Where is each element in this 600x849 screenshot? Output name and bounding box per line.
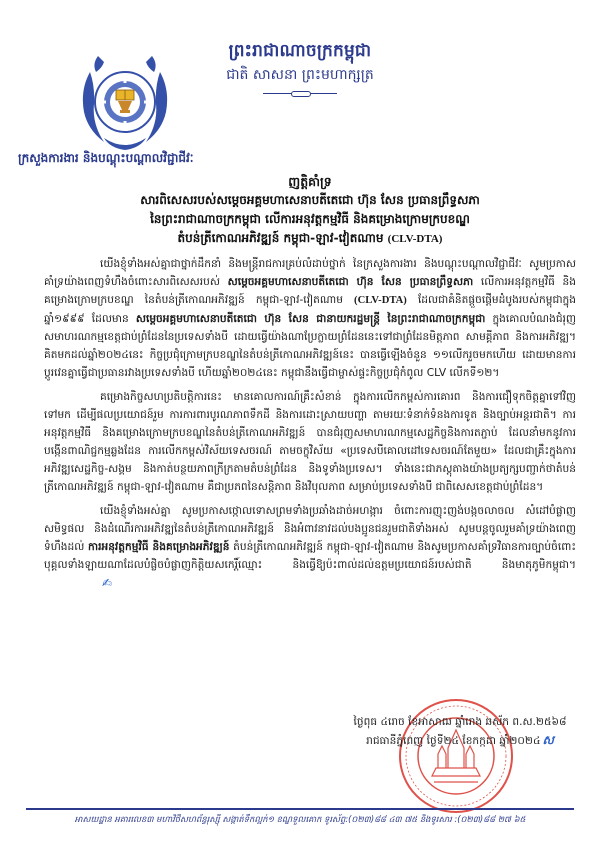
title-line-3 [40,229,580,249]
title-abbr: (CLV-DTA) [387,233,443,245]
p3-bold: ការអនុវត្តកម្មវិធី និងគម្រោងអភិវឌ្ឍន៍ [88,541,230,553]
date-block [330,713,590,750]
title-line-2: នៃព្រះរាជាណាចក្រកម្ពុជា លើការអនុវត្តកម្មវិធី និងគម្រោងក្រោមក្របខណ្ឌ [150,212,470,226]
p1-text-e: ក្នុងគោលបំណងជំរុញសមាហរណកម្មខេត្តជាប់ព្រំដែននៃប្រទេសទាំងបី ដោយធ្វើយ៉ាងណាប្រែក្លាយព្រំដែននេះទៅជាព្រំដែនមិត្តភាព សាមគ្គីភាព និងការអភិវឌ្ឍ។ គិតមកដល់ឆ្នាំ២០២៤នេះ កិច្ចប្រជុំក្រោមក្របខណ្ឌនៃតំបន់ត្រីកោណអភិវឌ្ឍន៍នេះ បានធ្វើឡើងចំនួន ១១លើករួចមកហើយ ដោយមានការប្តូរវេនគ្នាធ្វើជាប្រធានរវាងប្រទេសទាំងបី ហើយឆ្នាំ២០២៤នេះ កម្ពុជានឹងធ្វើជាម្ចាស់ផ្ទះកិច្ចប្រជុំកំពូល CLV លើកទី១២។ [44,313,576,379]
p1-text-d: ដែលជាគំនិតផ្តួចផ្តើមដំបូងរបស់កម្ពុជាក្នុងឆ្នាំ១៩៩៩ ដែលមាន [44,294,576,325]
p1-text-c: លើការអនុវត្តកម្មវិធី និងគម្រោងក្រោមក្របខណ្ឌ នៃតំបន់ត្រីកោណអភិវឌ្ឍន៍ កម្ពុជា-ឡាវ-វៀតណាម [44,276,577,306]
paragraph-1 [44,255,576,382]
ministry-logo [76,50,174,158]
document-body [44,255,576,599]
paragraph-3 [44,502,576,593]
footer-address: អាសយដ្ឋាន អគារលេខ៣ មហាវិថីសហព័ន្ធរុស្ស៊ី សង្កាត់ទឹកល្អក់១ ខណ្ឌទួលគោក ទូរស័ព្ទ:(០២៣)៨៨ ៤៣ ៧៥ និងទូរសារ :(០២៣)៨៨ ២៧ ៦៥ [74,814,526,824]
kingdom-name: ព្រះរាជាណាចក្រកម្ពុជា [228,41,372,61]
solar-date [330,731,590,750]
initial-mark-icon: ✍ [102,576,113,590]
kingdom-header [205,38,395,96]
lunar-date: ថ្ងៃពុធ ៤រោច ខែអាសាឍ ឆ្នាំរោង ឆស័ក ព.ស.២៥៦៨ [353,716,567,728]
p1-bold-2: សម្តេចអគ្គមហាសេនាបតីតេជោ ហ៊ុន សែន ជានាយករដ្ឋមន្រ្តី នៃព្រះរាជាណាចក្រកម្ពុជា [135,313,486,325]
footer-divider [26,808,574,810]
title-line-1: សារពិសេសរបស់សម្តេចអគ្គមហាសេនាបតីតេជោ ហ៊ុន សែន ប្រធានព្រឹទ្ធសភា [140,193,480,207]
p1-bold-1: សម្តេចអគ្គមហាសេនាបតីតេជោ ហ៊ុន សែន ប្រធានព្រឹទ្ធសភា [227,276,474,288]
national-motto: ជាតិ សាសនា ព្រះមហាក្សត្រ [226,67,374,83]
title-petition: ញត្តិគាំទ្រ [288,174,332,189]
p1-text-a: យើងខ្ញុំទាំងអស់គ្នាជាថ្នាក់ដឹកនាំ និងមន្រ្តីរាជការគ្រប់លំដាប់ថ្នាក់ នៃក្រសួងការងារ និងបណ្តុះបណ្តាលវិជ្ជាជីវៈ សូមប្រកាសគាំទ្រយ៉ាងពេញទំហឹងចំពោះសារពិសេសរបស់ [44,258,576,288]
ministry-name: ក្រសួងការងារ និងបណ្តុះបណ្តាលវិជ្ជាជីវៈ [18,151,194,165]
ornament-divider [263,90,337,96]
solar-date-text: រាជធានីភ្នំពេញ ថ្ងៃទី២៤ ខែកក្កដា ឆ្នាំ២០២៤ [366,735,541,747]
p3-text-a: យើងខ្ញុំទាំងអស់គ្នា សូមប្រកាសថ្កោលទោសព្រមទាំងប្រឆាំងដាច់អហង្ការ ចំពោះការញុះញង់បង្កចលាចល សំដៅបំផ្លាញសមិទ្ធផល និងដំណើរការអភិវឌ្ឍនៃតំបន់ត្រីកោណអភិវឌ្ឍន៍ និងអំពាវនាវដល់បងប្អូនជនរួមជាតិទាំងអស់ សូមបន្តចូលរួមគាំទ្រយ៉ាងពេញទំហឹងដល់ [44,505,576,553]
title-line-3-text: តំបន់ត្រីកោណអភិវឌ្ឍន៍ កម្ពុជា-ឡាវ-វៀតណាម [177,231,384,245]
p3-text-c: តំបន់ត្រីកោណអភិវឌ្ឍន៍ កម្ពុជា-ឡាវ-វៀតណាម និងសូមប្រកាសគាំទ្រវិធានការច្បាប់ចំពោះបុគ្គលទាំងឡាយណាដែលបំផ្លិចបំផ្លាញកិត្តិយសកេរ្តិ៍ឈ្មោះ និងធ្វើឱ្យប៉ះពាល់ដល់ឧត្តមប្រយោជន៍របស់ជាតិ និងមាតុភូមិកម្ពុជា។ [44,541,576,571]
p1-abbr: (CLV-DTA) [354,295,407,306]
signature-initial-icon: ស [542,733,554,747]
paragraph-2: គម្រោងកិច្ចសហប្រតិបត្តិការនេះ មានគោលការណ៍គ្រឹះសំខាន់ ក្នុងការលើកកម្ពស់ការគោរព និងការជឿទុកចិត្តគ្នាទៅវិញទៅមក ដើម្បីផលប្រយោជន៍រួម ការការពារបូរណភាពទឹកដី និងការដោះស្រាយបញ្ហា តាមរយៈទំនាក់ទំនងការទូត និងច្បាប់អន្តរជាតិ។ ការអនុវត្តកម្មវិធី និងគម្រោងក្រោមក្របខណ្ឌនៃតំបន់ត្រីកោណអភិវឌ្ឍន៍ បានជំរុញសមាហរណកម្មសេដ្ឋកិច្ចនិងការតភ្ជាប់ ដែលនាំមកនូវការបង្កើនពាណិជ្ជកម្មឆ្លងដែន ការលើកកម្ពស់វិស័យទេសចរណ៍ តាមចក្ខុវិស័យ «ប្រទេសបីគោលដៅទេសចរណ៍តែមួយ» ដែលជាគ្រឹះក្នុងការអភិវឌ្ឍសេដ្ឋកិច្ច-សង្គម និងកាត់បន្ថយភាពក្រីក្រតាមតំបន់ព្រំដែន និងទូទាំងប្រទេស។ ទាំងនេះជាភស្តុតាងយ៉ាងប្រត្យក្សបញ្ជាក់ថាតំបន់ត្រីកោណអភិវឌ្ឍន៍ កម្ពុជា-ឡាវ-វៀតណាម គឺជាប្រភពនៃសន្តិភាព និងវិបុលភាព សម្រាប់ប្រទេសទាំងបី ជាពិសេសខេត្តជាប់ព្រំដែន។ [44,391,576,493]
document-title [40,172,580,249]
